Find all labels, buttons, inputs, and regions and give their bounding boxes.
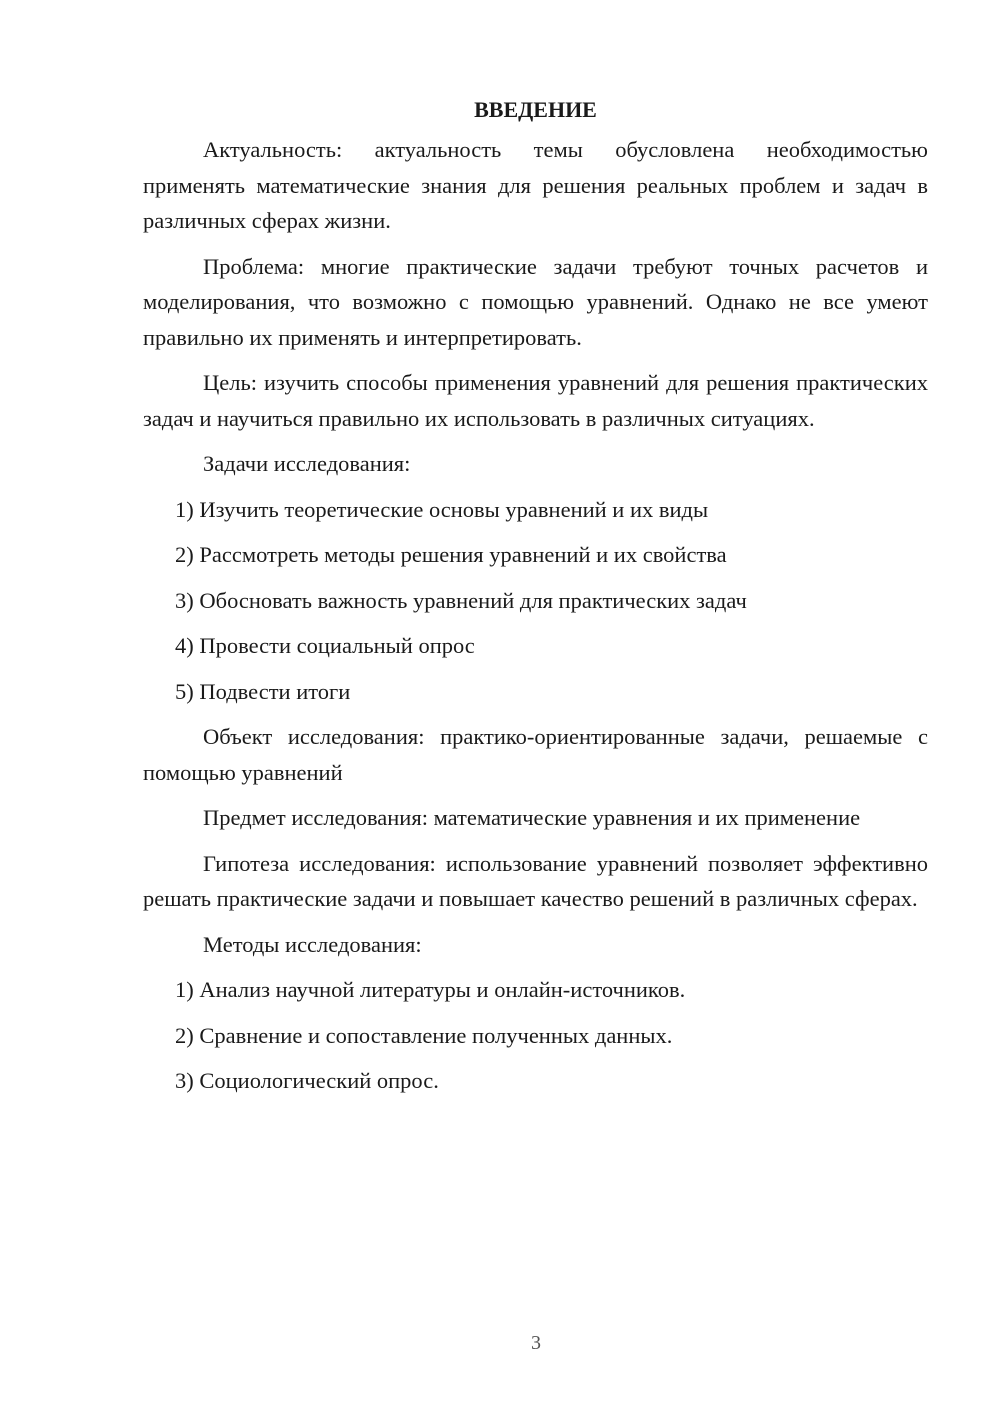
list-item: 2) Сравнение и сопоставление полученных данных. (175, 1022, 673, 1048)
subject-paragraph: Предмет исследования: математические уравнения и их применение (203, 805, 861, 830)
page-number: 3 (531, 1332, 541, 1354)
document-body (143, 92, 928, 1109)
object-paragraph: Объект исследования: практико-ориентированные задачи, решаемые с помощью уравнений (143, 724, 928, 785)
tasks-list (143, 492, 928, 710)
goal-paragraph: Цель: изучить способы применения уравнений для решения практических задач и научиться правильно их использовать в различных ситуациях. (143, 370, 928, 431)
methods-label: Методы исследования: (203, 931, 422, 957)
section-heading: ВВЕДЕНИЕ (474, 97, 597, 122)
methods-list (143, 972, 928, 1099)
list-item: 3) Обосновать важность уравнений для практических задач (175, 587, 747, 613)
problem-paragraph: Проблема: многие практические задачи требуют точных расчетов и моделирования, что возможно с помощью уравнений. Однако не все умеют правильно их применять и интерпретировать. (143, 253, 928, 350)
list-item: 5) Подвести итоги (175, 678, 351, 704)
relevance-paragraph: Актуальность: актуальность темы обусловлена необходимостью применять математические знания для решения реальных проблем и задач в различных сферах жизни. (143, 137, 928, 233)
list-item: 4) Провести социальный опрос (175, 633, 475, 658)
list-item: 3) Социологический опрос. (175, 1068, 439, 1093)
list-item: 1) Анализ научной литературы и онлайн-источников. (175, 977, 686, 1002)
hypothesis-paragraph: Гипотеза исследования: использование уравнений позволяет эффективно решать практические задачи и повышает качество решений в различных сферах. (143, 850, 928, 911)
list-item: 1) Изучить теоретические основы уравнений и их виды (175, 496, 709, 522)
list-item: 2) Рассмотреть методы решения уравнений и их свойства (175, 542, 727, 567)
tasks-label: Задачи исследования: (203, 451, 411, 476)
